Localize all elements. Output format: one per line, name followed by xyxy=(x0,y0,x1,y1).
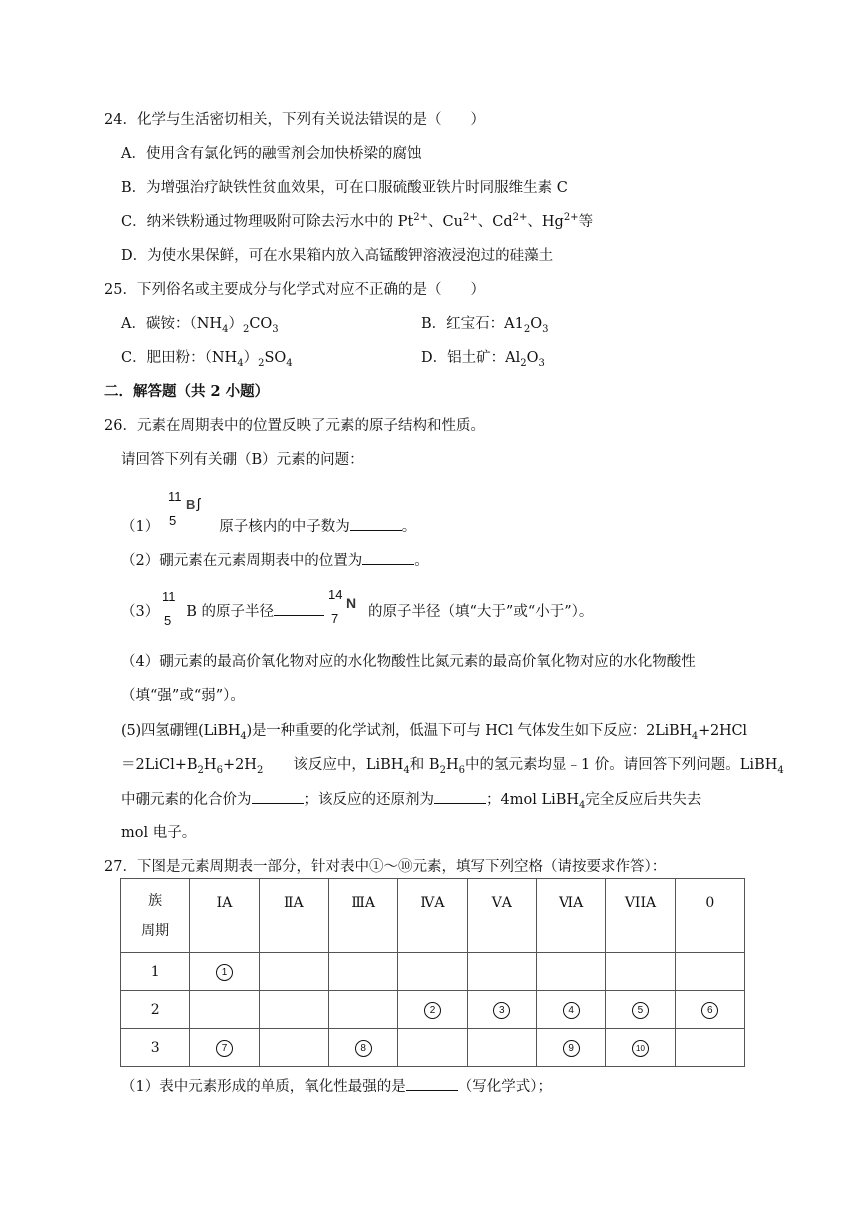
element-cell xyxy=(259,953,328,991)
q24-option-a: A．使用含有氯化钙的融雪剂会加快桥梁的腐蚀 xyxy=(121,146,422,162)
q25-option-a: A．碳铵：$(NH_4)_2CO_3$ xyxy=(121,316,279,335)
table-row xyxy=(121,991,745,1029)
group-header: ⅡA xyxy=(259,879,328,953)
element-cell xyxy=(606,1029,675,1067)
element-cell xyxy=(606,953,675,991)
table-row xyxy=(121,1029,745,1067)
q24-option-d: D．为使水果保鲜，可在水果箱内放入高锰酸钾溶液浸泡过的硅藻土 xyxy=(121,248,554,264)
element-marker: 7 xyxy=(216,1040,233,1057)
element-cell xyxy=(190,1029,259,1067)
q25-option-d: D．铝土矿：$Al_2O_3$ xyxy=(421,350,545,369)
element-cell xyxy=(675,1029,744,1067)
element-cell xyxy=(328,1029,397,1067)
element-cell xyxy=(536,991,605,1029)
q24-option-b: B．为增强治疗缺铁性贫血效果，可在口服硫酸亚铁片时同服维生素 C xyxy=(121,180,568,196)
q24-option-c: C．纳米铁粉通过物理吸附可除去污水中的 $Pt^{2+}$、$Cu^{2+}$、$Cd^{2+}$、$Hg^{2+}$等 xyxy=(121,212,594,230)
element-marker: 3 xyxy=(493,1002,510,1019)
element-cell xyxy=(536,953,605,991)
q26-part4-line2: （填“强”或“弱”）。 xyxy=(121,688,245,704)
nuclide-b11-inline: 11 5 xyxy=(162,589,176,628)
table-row xyxy=(121,953,745,991)
nuclide-n14-image: 14 N 7 xyxy=(328,587,357,626)
element-cell xyxy=(398,953,467,991)
element-cell xyxy=(259,1029,328,1067)
element-cell xyxy=(467,1029,536,1067)
q25-option-c: C．肥田粉：$(NH_4)_2SO_4$ xyxy=(121,350,293,369)
period-label: 3 xyxy=(121,1029,190,1067)
table-corner-cell: 族 周期 xyxy=(121,879,190,953)
element-cell xyxy=(606,991,675,1029)
q26-part5-line4: mol 电子。 xyxy=(121,825,197,841)
group-header: ⅢA xyxy=(328,879,397,953)
element-marker: 8 xyxy=(355,1040,372,1057)
period-label: 2 xyxy=(121,991,190,1029)
element-marker: 10 xyxy=(632,1040,649,1057)
q26-part4-line1: （4）硼元素的最高价氧化物对应的水化物酸性比氮元素的最高价氧化物对应的水化物酸性 xyxy=(121,654,696,670)
group-header: ⅥA xyxy=(536,879,605,953)
q26-part5-line1: (5)四氢硼锂(LiBH$_4$)是一种重要的化学试剂，低温下可与 HCl 气体发生如下反应：2LiBH$_4$+2HCl xyxy=(121,723,747,742)
section-title: 二．解答题（共 2 小题） xyxy=(104,383,270,400)
group-header: ⅣA xyxy=(398,879,467,953)
nuclide-b11-image: 11 B ʃ 5 xyxy=(168,489,201,528)
q26-part5-line3: 中硼元素的化合价为 ；该反应的还原剂为 ；4mol LiBH$_4$完全反应后共失去 xyxy=(121,789,701,810)
q27-part1: （1）表中元素形成的单质，氧化性最强的是 （写化学式）； xyxy=(121,1076,552,1097)
periodic-table xyxy=(120,878,745,1067)
element-marker: 4 xyxy=(563,1002,580,1019)
element-cell xyxy=(328,953,397,991)
q25-stem: 25．下列俗名或主要成分与化学式对应不正确的是（ ） xyxy=(104,282,485,298)
element-cell xyxy=(536,1029,605,1067)
group-header: ⅤA xyxy=(467,879,536,953)
group-header: 0 xyxy=(675,879,744,953)
element-cell xyxy=(190,991,259,1029)
element-cell xyxy=(467,991,536,1029)
element-cell xyxy=(259,991,328,1029)
q27-stem: 27．下图是元素周期表一部分，针对表中①～⑩元素，填写下列空格（请按要求作答）： xyxy=(104,859,667,875)
q25-option-b: B．红宝石：$A1_2O_3$ xyxy=(421,316,549,335)
element-cell xyxy=(675,953,744,991)
element-cell xyxy=(467,953,536,991)
element-cell xyxy=(398,1029,467,1067)
element-cell xyxy=(190,953,259,991)
q26-part2: （2）硼元素在元素周期表中的位置为 。 xyxy=(121,550,429,571)
q24-stem: 24．化学与生活密切相关，下列有关说法错误的是（ ） xyxy=(104,112,485,128)
element-marker: 5 xyxy=(632,1002,649,1019)
q26-part3: （3） B 的原子半径 的原子半径（填“大于”或“小于”）。 xyxy=(121,601,593,622)
group-header: VIIA xyxy=(606,879,675,953)
element-marker: 1 xyxy=(216,964,233,981)
q26-stem: 26．元素在周期表中的位置反映了元素的原子结构和性质。 xyxy=(104,418,485,434)
q26-part5-line2: $=2LiCl+B_2H_6+2H_2$ 该反应中，LiBH$_4$和 $B_2H_6$中的氢元素均显﹣1 价。请回答下列问题。LiBH$_4$ xyxy=(121,757,784,776)
element-marker: 6 xyxy=(701,1002,718,1019)
element-marker: 9 xyxy=(563,1040,580,1057)
element-cell xyxy=(675,991,744,1029)
element-cell xyxy=(328,991,397,1029)
element-marker: 2 xyxy=(424,1002,441,1019)
q26-intro: 请回答下列有关硼（B）元素的问题： xyxy=(121,452,364,468)
group-header: ⅠA xyxy=(190,879,259,953)
q26-part1: （1） 原子核内的中子数为 。 xyxy=(121,516,416,537)
period-label: 1 xyxy=(121,953,190,991)
element-cell xyxy=(398,991,467,1029)
table-header-row xyxy=(121,879,745,953)
